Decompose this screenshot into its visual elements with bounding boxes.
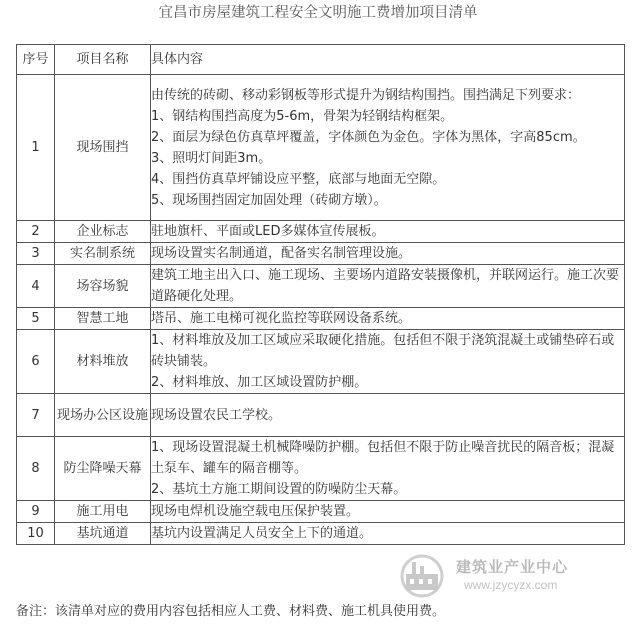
item-name: 实名制系统 [55,243,151,265]
item-name: 防尘降噪天幕 [55,437,151,501]
header-name: 项目名称 [55,45,151,75]
item-name: 场容场貌 [55,265,151,308]
content-line: 1、材料堆放及加工区域应采取硬化措施。包括但不限于浇筑混凝土或铺垫碎石或砖块铺装。 [151,333,615,369]
item-content [151,75,625,221]
table-row [17,394,625,437]
item-number: 6 [17,330,55,394]
item-content [151,523,625,545]
header-no: 序号 [17,45,55,75]
content-line: 基坑内设置满足人员安全上下的通道。 [151,526,373,541]
item-name: 智慧工地 [55,308,151,330]
watermark-url: www.jzycyzx.com [464,578,558,592]
table-row [17,437,625,501]
item-name: 现场办公区设施 [55,394,151,437]
content-line: 现场电焊机设施空载电压保护装置。 [151,504,360,519]
item-number: 7 [17,394,55,437]
item-name: 材料堆放 [55,330,151,394]
item-content [151,265,625,308]
content-line: 2、基坑土方施工期间设置的防噪防尘天幕。 [151,482,407,497]
footnote: 备注：该清单对应的费用内容包括相应人工费、材料费、施工机具使用费。 [16,604,446,619]
table-row [17,308,625,330]
content-line: 建筑工地主出入口、施工现场、主要场内道路安装摄像机，并联网运行。施工次要道路硬化处理。 [151,268,620,304]
content-line: 现场设置实名制通道，配备实名制管理设施。 [151,246,412,261]
item-name: 施工用电 [55,501,151,523]
table-row [17,265,625,308]
item-name: 现场围挡 [55,75,151,221]
watermark [392,554,628,598]
item-content [151,221,625,243]
item-number: 2 [17,221,55,243]
content-line: 2、面层为绿色仿真草坪覆盖，字体颜色为金色。字体为黑体，字高85cm。 [151,129,586,145]
table-row [17,75,625,221]
item-number: 1 [17,75,55,221]
item-content [151,330,625,394]
item-content [151,243,625,265]
document-title: 宜昌市房屋建筑工程安全文明施工费增加项目清单 [158,5,478,21]
item-content [151,394,625,437]
content-line: 2、材料堆放、加工区域设置防护棚。 [151,375,368,390]
table-row [17,243,625,265]
factory-logo-icon [392,554,450,598]
content-line: 由传统的砖砌、移动彩钢板等形式提升为钢结构围挡。围挡满足下列要求： [151,87,581,103]
item-content [151,501,625,523]
watermark-name: 建筑业产业中心 [456,558,569,576]
item-content [151,308,625,330]
content-line: 3、照明灯间距3m。 [151,150,272,166]
content-line: 4、围挡仿真草坪铺设应平整，底部与地面无空隙。 [151,171,446,187]
content-line: 驻地旗杆、平面或LED多媒体宣传展板。 [151,224,385,239]
table-header-row [17,45,625,75]
item-name: 企业标志 [55,221,151,243]
content-line: 塔吊、施工电梯可视化监控等联网设备系统。 [151,311,412,326]
item-number: 9 [17,501,55,523]
item-number: 8 [17,437,55,501]
table-row [17,501,625,523]
header-content: 具体内容 [151,45,625,75]
item-content [151,437,625,501]
item-number: 3 [17,243,55,265]
item-name: 基坑通道 [55,523,151,545]
table-row [17,221,625,243]
table-row [17,330,625,394]
content-line: 5、现场围挡固定加固处理（砖砌方墩）。 [151,192,387,208]
cost-items-table [16,44,625,545]
item-number: 10 [17,523,55,545]
item-number: 5 [17,308,55,330]
content-line: 1、钢结构围挡高度为5-6m，骨架为轻钢结构框架。 [151,108,454,124]
item-number: 4 [17,265,55,308]
content-line: 1、现场设置混凝土机械降噪防护棚。包括但不限于防止噪音扰民的隔音板；混凝土泵车、罐车的隔音棚等。 [151,440,615,476]
content-line: 现场设置农民工学校。 [151,407,282,423]
table-row [17,523,625,545]
